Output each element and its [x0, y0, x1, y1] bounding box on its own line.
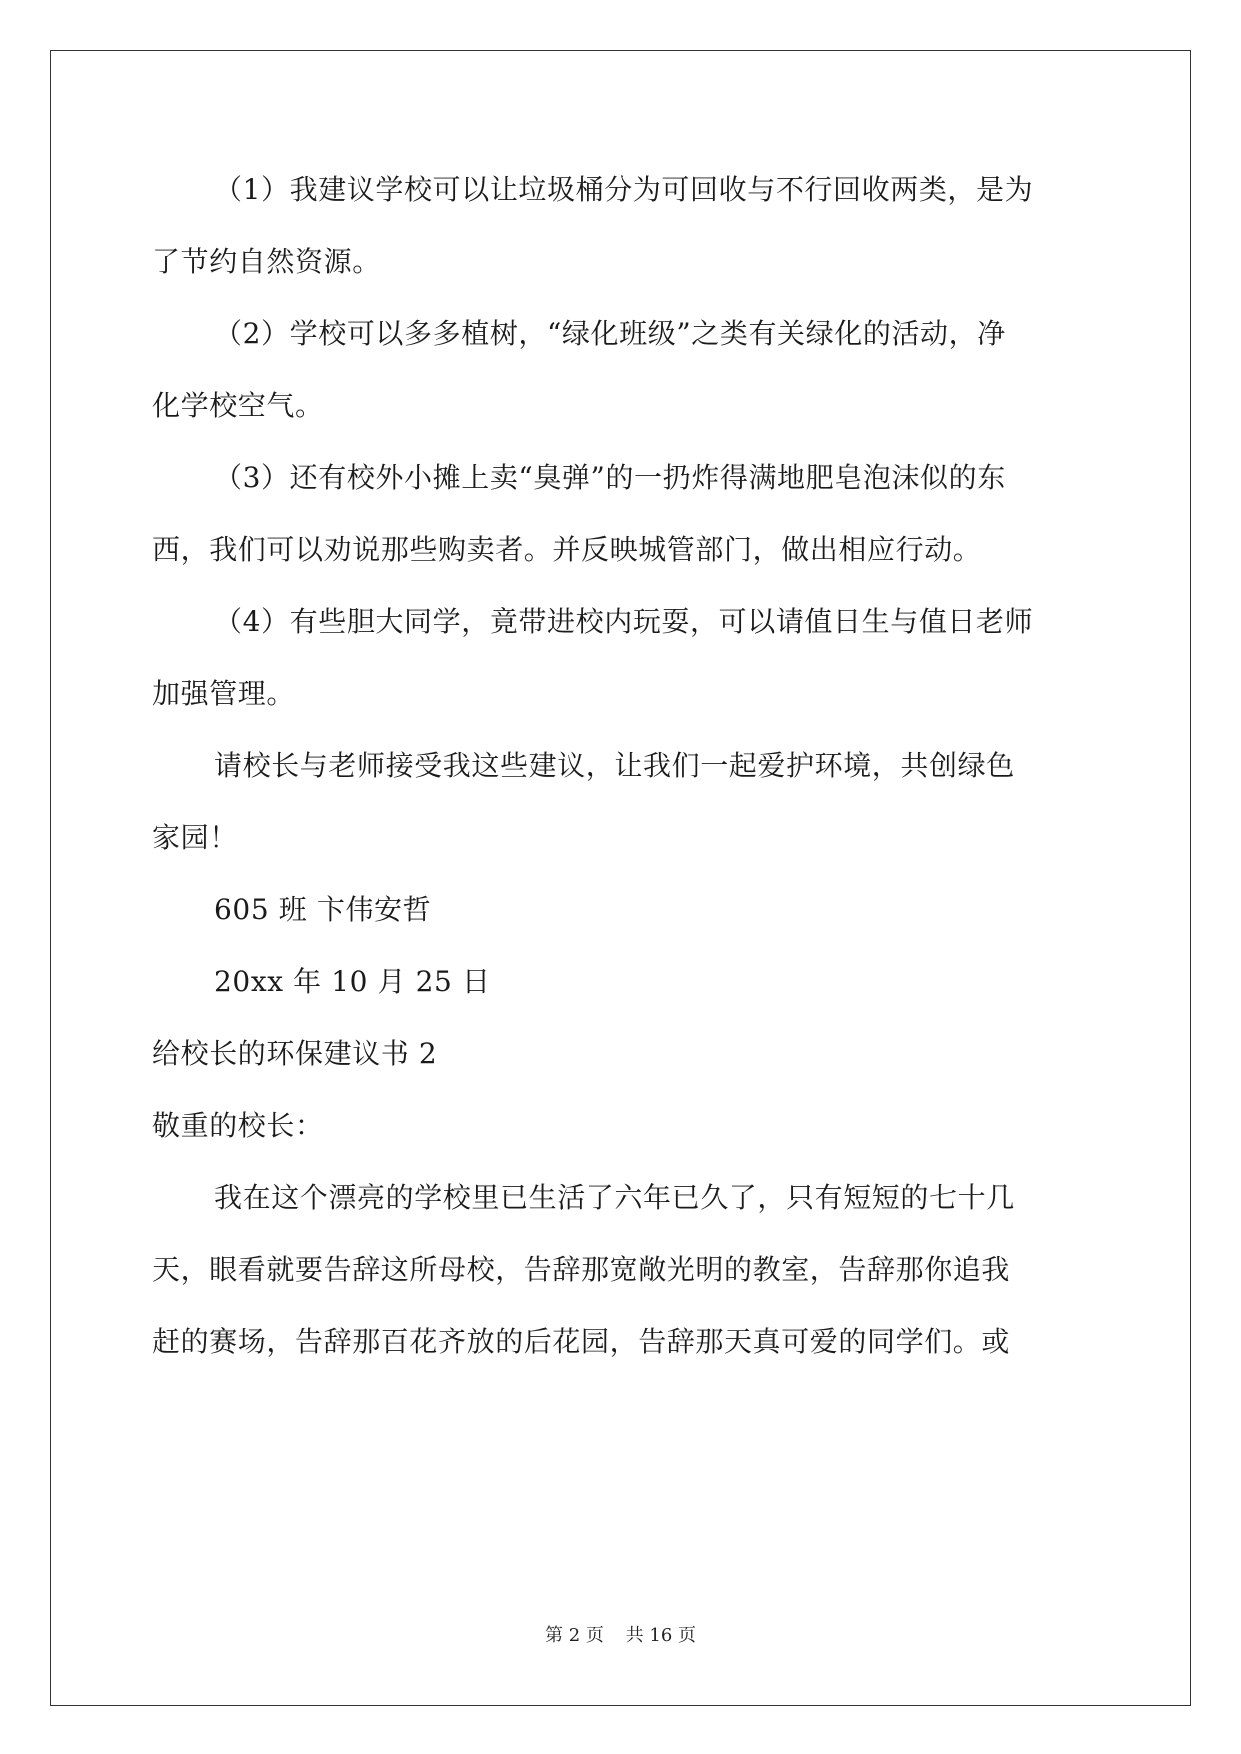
- date: 20xx 年 10 月 25 日: [214, 965, 491, 998]
- paragraph-4-line-1: （4）有些胆大同学，竟带进校内玩耍，可以请值日生与值日老师: [214, 605, 1034, 638]
- paragraph-1-line-1: （1）我建议学校可以让垃圾桶分为可回收与不行回收两类，是为: [214, 173, 1034, 206]
- page-footer: [0, 1624, 1241, 1648]
- page-number: 第 2 页: [545, 1625, 604, 1646]
- salutation: 敬重的校长：: [152, 1109, 324, 1142]
- paragraph-3-line-1: （3）还有校外小摊上卖“臭弹”的一扔炸得满地肥皂泡沫似的东: [214, 461, 1006, 494]
- paragraph-2-line-1: （2）学校可以多多植树，“绿化班级”之类有关绿化的活动，净: [214, 317, 1006, 350]
- paragraph-5-line-1: 请校长与老师接受我这些建议，让我们一起爱护环境，共创绿色: [214, 749, 1015, 782]
- signature: 605 班 卞伟安哲: [214, 893, 432, 926]
- page-border: [50, 50, 1191, 1706]
- body-line-2: 天，眼看就要告辞这所母校，告辞那宽敞光明的教室，告辞那你追我: [152, 1253, 1011, 1286]
- body-line-3: 赶的赛场，告辞那百花齐放的后花园，告辞那天真可爱的同学们。或: [152, 1325, 1011, 1358]
- paragraph-3-line-2: 西，我们可以劝说那些购卖者。并反映城管部门，做出相应行动。: [152, 533, 982, 566]
- section-title: 给校长的环保建议书 2: [152, 1037, 438, 1070]
- paragraph-4-line-2: 加强管理。: [152, 677, 296, 710]
- paragraph-1-line-2: 了节约自然资源。: [152, 245, 381, 278]
- page-total: 共 16 页: [625, 1625, 696, 1646]
- body-line-1: 我在这个漂亮的学校里已生活了六年已久了，只有短短的七十几: [214, 1181, 1015, 1214]
- paragraph-5-line-2: 家园！: [152, 821, 238, 854]
- paragraph-2-line-2: 化学校空气。: [152, 389, 324, 422]
